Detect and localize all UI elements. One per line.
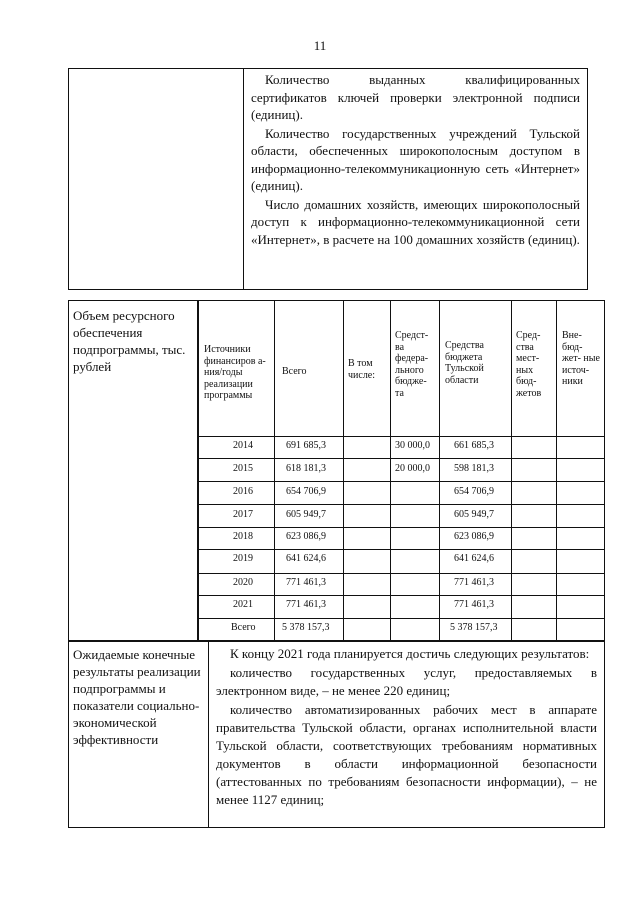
row-year: 2020 bbox=[233, 577, 253, 588]
expected-workstations: количество автоматизированных рабочих мест в аппарате правительства Тульской области, органах исполнительной власти Тульской области, соответствующих требованиям нормативных документов в области информационной безопасности (аттестованных по требованиям безопасности информации), – не менее 1127 единиц; bbox=[216, 702, 597, 807]
expected-results-cell bbox=[208, 641, 605, 828]
row-total: 623 086,9 bbox=[286, 531, 326, 542]
row-regional: 771 461,3 bbox=[454, 577, 494, 588]
row-total: 5 378 157,3 bbox=[282, 622, 330, 633]
row-regional: 5 378 157,3 bbox=[450, 622, 498, 633]
header-regional: Средства бюджета Тульской области bbox=[445, 340, 484, 386]
row-total: 771 461,3 bbox=[286, 577, 326, 588]
row-regional: 641 624,6 bbox=[454, 553, 494, 564]
row-year: 2014 bbox=[233, 440, 253, 451]
row-total: 641 624,6 bbox=[286, 553, 326, 564]
indicator-households: Число домашних хозяйств, имеющих широкополосный доступ к информационно-телекоммуникационной сети «Интернет», в расчете на 100 домашних хозяйств (единиц). bbox=[251, 196, 580, 247]
row-total: 771 461,3 bbox=[286, 599, 326, 610]
row-regional: 598 181,3 bbox=[454, 463, 494, 474]
row-year: 2018 bbox=[233, 531, 253, 542]
indicator-institutions: Количество государственных учреждений Тульской области, обеспеченных широкополосным доступом в информационно-телекоммуникационную сеть «Интернет» (единиц). bbox=[251, 125, 580, 193]
row-year: 2017 bbox=[233, 509, 253, 520]
indicators-label-cell bbox=[68, 68, 244, 290]
resources-label: Объем ресурсного обеспечения подпрограммы, тыс. рублей bbox=[68, 300, 198, 641]
row-regional: 605 949,7 bbox=[454, 509, 494, 520]
header-total: Всего bbox=[282, 366, 307, 377]
header-source: Источники финансиров а-ния/годы реализации программы bbox=[204, 344, 266, 401]
indicator-certificates: Количество выданных квалифицированных сертификатов ключей проверки электронной подписи (единиц). bbox=[251, 72, 580, 122]
row-total: 654 706,9 bbox=[286, 486, 326, 497]
expected-services: количество государственных услуг, предоставляемых в электронном виде, – не менее 220 единиц; bbox=[216, 665, 597, 698]
row-total: 691 685,3 bbox=[286, 440, 326, 451]
row-year: 2016 bbox=[233, 486, 253, 497]
header-local: Сред- ства мест- ных бюд- жетов bbox=[516, 330, 542, 399]
row-regional: 661 685,3 bbox=[454, 440, 494, 451]
row-year: 2021 bbox=[233, 599, 253, 610]
header-federal: Средст- ва федера- льного бюдже- та bbox=[395, 330, 429, 399]
row-year: Всего bbox=[231, 622, 256, 633]
page-number: 11 bbox=[313, 38, 327, 53]
row-regional: 654 706,9 bbox=[454, 486, 494, 497]
row-year: 2019 bbox=[233, 553, 253, 564]
row-regional: 623 086,9 bbox=[454, 531, 494, 542]
row-year: 2015 bbox=[233, 463, 253, 474]
row-regional: 771 461,3 bbox=[454, 599, 494, 610]
header-offbudget: Вне- бюд- жет- ные источ- ники bbox=[562, 330, 600, 387]
row-federal: 20 000,0 bbox=[395, 463, 430, 474]
row-total: 618 181,3 bbox=[286, 463, 326, 474]
expected-intro: К концу 2021 года планируется достичь следующих результатов: bbox=[230, 646, 590, 661]
expected-results-label: Ожидаемые конечные результаты реализации подпрограммы и показатели социально-экономической эффективности bbox=[68, 641, 209, 828]
indicators-cell bbox=[243, 68, 588, 290]
header-incl: В том числе: bbox=[348, 358, 376, 381]
row-federal: 30 000,0 bbox=[395, 440, 430, 451]
funding-table bbox=[198, 300, 605, 641]
row-total: 605 949,7 bbox=[286, 509, 326, 520]
